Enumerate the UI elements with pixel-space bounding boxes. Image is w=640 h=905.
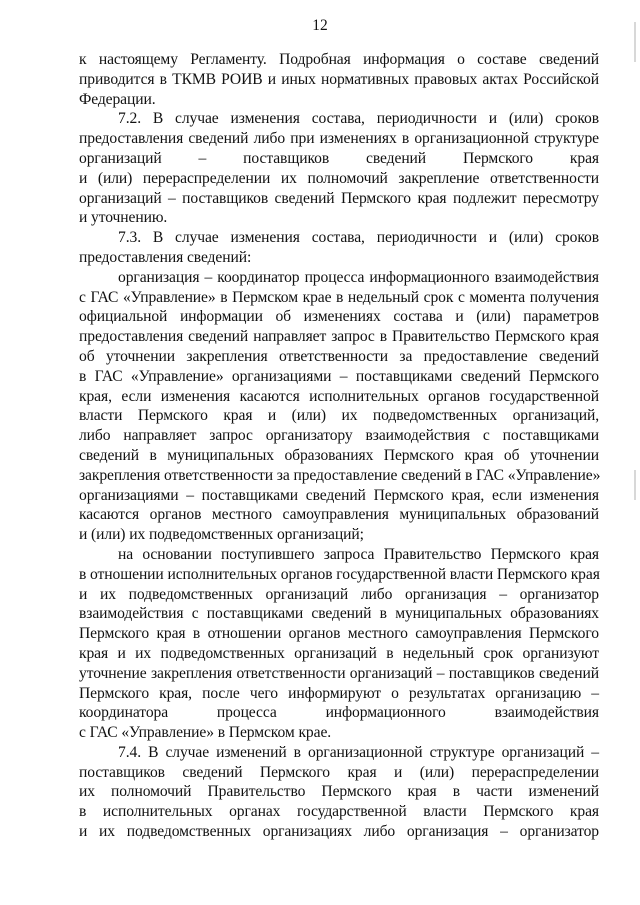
page-number: 12 <box>312 17 328 34</box>
text-line: края, если изменения касаются исполнительных органов государственной <box>79 387 599 405</box>
text-line: предоставления сведений: <box>79 248 252 266</box>
text-line: 7.2. В случае изменения состава, периодичности и (или) сроков <box>118 110 599 128</box>
text-line: 7.4. В случае изменений в организационной структуре организаций – <box>118 743 599 761</box>
text-line: уточнение закрепления ответственности организаций – поставщиков сведений <box>79 664 599 682</box>
text-line: предоставления сведений либо при изменениях в организационной структуре <box>79 130 599 148</box>
paragraph <box>79 50 599 109</box>
text-line: на основании поступившего запроса Правительство Пермского края <box>118 545 599 563</box>
text-line: в исполнительных органах государственной власти Пермского края <box>79 803 599 821</box>
text-line: с ГАС «Управление» в Пермском крае в недельный срок с момента получения <box>79 288 599 306</box>
paragraph <box>79 743 599 842</box>
text-line: касаются органов местного самоуправления муниципальных образований <box>79 506 599 524</box>
text-line: и уточнению. <box>79 209 168 227</box>
text-line: об уточнении закрепления ответственности за предоставление сведений <box>79 347 599 365</box>
text-line: поставщиков сведений Пермского края и (или) перераспределении <box>79 763 599 781</box>
scan-edge-mark <box>634 470 636 500</box>
text-line: их полномочий Правительство Пермского края в части изменений <box>79 783 599 801</box>
paragraph <box>79 228 599 268</box>
text-line: 7.3. В случае изменения состава, периодичности и (или) сроков <box>118 229 599 247</box>
document-body <box>79 50 599 842</box>
text-line: Пермского края в отношении органов местного самоуправления Пермского <box>79 625 599 643</box>
text-line: власти Пермского края и (или) их подведомственных организаций, <box>79 407 599 425</box>
text-line: либо направляет запрос организатору взаимодействия с поставщиками <box>79 427 599 445</box>
text-line: и их подведомственных организаций либо организация – организатор <box>79 585 599 603</box>
text-line: официальной информации об изменениях состава и (или) параметров <box>79 308 599 326</box>
text-line: организаций – поставщиков сведений Пермского края подлежит пересмотру <box>79 189 599 207</box>
text-line: Пермского края, после чего информируют о результатах организацию – <box>79 684 599 702</box>
text-line: и их подведомственных организациях либо организация – организатор <box>79 823 599 841</box>
text-line: Федерации. <box>79 90 156 108</box>
text-line: сведений в муниципальных образованиях Пермского края об уточнении <box>79 446 599 464</box>
paragraph <box>79 268 599 545</box>
text-line: организация – координатор процесса информационного взаимодействия <box>118 268 599 286</box>
scan-edge-mark <box>634 22 636 62</box>
text-line: закрепления ответственности за предоставление сведений в ГАС «Управление» <box>79 466 601 484</box>
text-line: в ГАС «Управление» организациями – поставщиками сведений Пермского <box>79 367 599 385</box>
text-line: предоставления сведений направляет запрос в Правительство Пермского края <box>79 328 599 346</box>
text-line: края и их подведомственных организаций в недельный срок организуют <box>79 644 599 662</box>
paragraph <box>79 109 599 228</box>
text-line: координатора процесса информационного взаимодействия <box>79 704 599 722</box>
text-line: приводится в ТКМВ РОИВ и иных нормативных правовых актах Российской <box>79 70 599 88</box>
text-line: организаций – поставщиков сведений Пермского края <box>79 149 599 167</box>
text-line: и (или) их подведомственных организаций; <box>79 526 364 544</box>
text-line: взаимодействия с поставщиками сведений в муниципальных образованиях <box>79 605 599 623</box>
text-line: в отношении исполнительных органов государственной власти Пермского края <box>79 565 600 583</box>
paragraph <box>79 545 599 743</box>
text-line: к настоящему Регламенту. Подробная информация о составе сведений <box>79 51 599 68</box>
text-line: и (или) перераспределении их полномочий закрепление ответственности <box>79 169 599 187</box>
text-line: с ГАС «Управление» в Пермском крае. <box>79 724 332 742</box>
text-line: организациями – поставщиками сведений Пермского края, если изменения <box>79 486 599 504</box>
